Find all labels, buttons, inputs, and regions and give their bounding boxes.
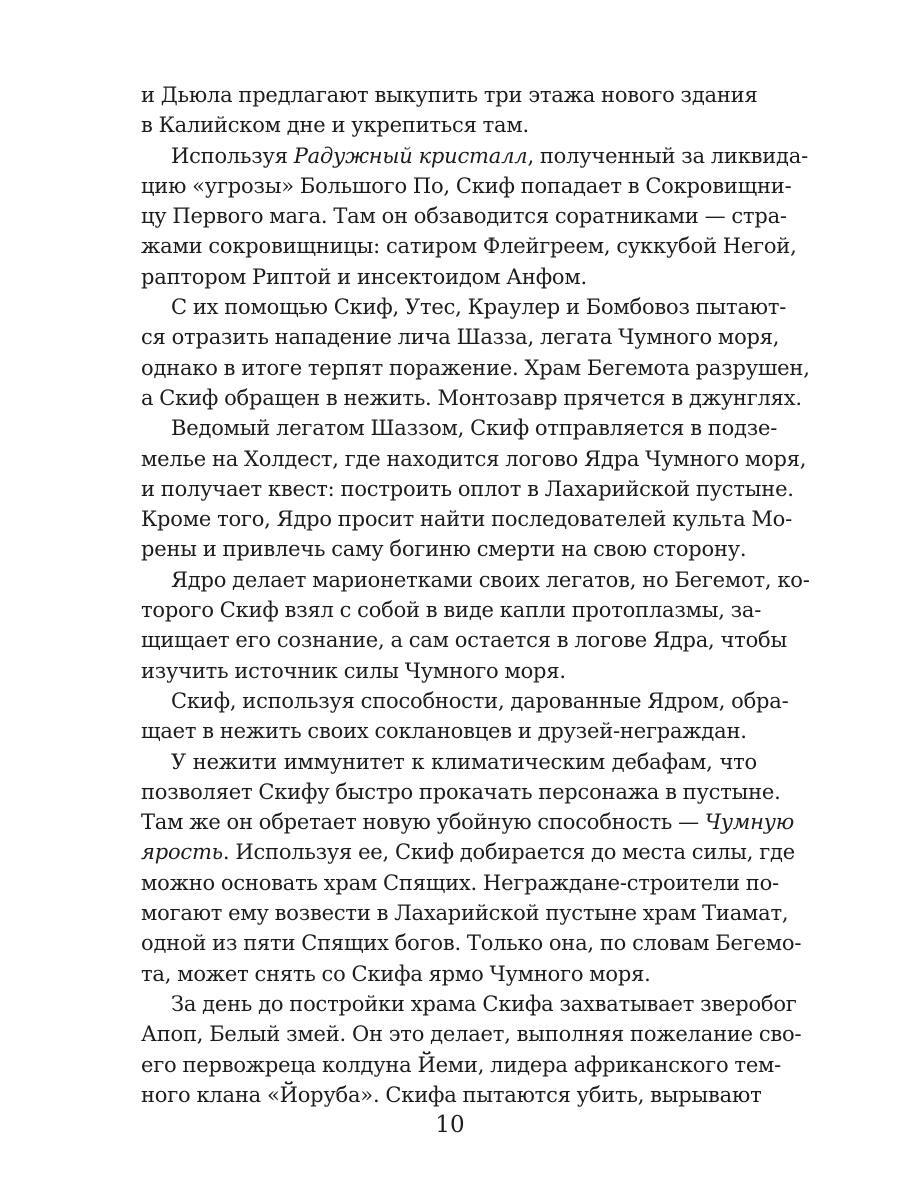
paragraph	[141, 80, 757, 141]
text-run: щает в нежить своих соклановцев и друзей-неграждан.	[141, 719, 747, 744]
text-run: ного клана «Йоруба». Скифа пытаются убить, вырывают	[141, 1082, 762, 1107]
text-run: Апоп, Белый змей. Он это делает, выполняя пожелание сво-	[141, 1022, 802, 1047]
text-line	[141, 201, 787, 231]
text-line	[141, 474, 794, 504]
text-line	[141, 262, 757, 292]
paragraph	[141, 292, 810, 413]
text-line	[141, 959, 757, 989]
text-run: однако в итоге терпят поражение. Храм Бегемота разрушен,	[141, 355, 810, 380]
body-text	[141, 80, 810, 1110]
text-line	[141, 171, 792, 201]
italic-text: ярость	[141, 840, 223, 865]
text-run: и получает квест: построить оплот в Лахарийской пустыне.	[141, 476, 794, 501]
text-run: ся отразить нападение лича Шазза, легата Чумного моря,	[141, 325, 780, 350]
text-line	[141, 868, 779, 898]
text-run: Используя	[171, 143, 294, 168]
paragraph	[141, 565, 810, 686]
text-run: в Калийском дне и укрепиться там.	[141, 113, 529, 138]
text-run: изучить источник силы Чумного моря.	[141, 658, 566, 683]
text-line	[141, 322, 780, 352]
text-line	[141, 231, 797, 261]
paragraph	[141, 747, 802, 989]
text-run: позволяет Скифу быстро прокачать персонажа в пустыне.	[141, 779, 781, 804]
text-line	[141, 565, 810, 595]
text-line	[141, 898, 789, 928]
text-line	[141, 141, 808, 171]
paragraph	[141, 141, 808, 292]
text-run: Там же он обретает новую убойную способность —	[141, 810, 705, 835]
page-number: 10	[435, 1112, 465, 1138]
text-line	[141, 1080, 762, 1110]
text-line	[141, 413, 778, 443]
text-run: У нежити иммунитет к климатическим дебафам, что	[171, 749, 757, 774]
text-line	[141, 716, 757, 746]
text-run: мелье на Холдест, где находится логово Ядра Чумного моря,	[141, 446, 807, 471]
text-line	[141, 656, 757, 686]
text-run: Скиф, используя способности, дарованные Ядром, обра-	[171, 688, 789, 713]
text-run: Ведомый легатом Шаззом, Скиф отправляется в подзе-	[171, 416, 778, 441]
text-run: рены и привлечь саму богиню смерти на свою сторону.	[141, 537, 747, 562]
paragraph	[141, 686, 789, 747]
text-run: а Скиф обращен в нежить. Монтозавр прячется в джунглях.	[141, 385, 802, 410]
text-run: щищает его сознание, а сам остается в логове Ядра, чтобы	[141, 628, 787, 653]
text-run: Кроме того, Ядро просит найти последователей культа Мо-	[141, 507, 792, 532]
text-run: одной из пяти Спящих богов. Только она, по словам Бегемо-	[141, 931, 802, 956]
text-run: . Используя ее, Скиф добирается до места силы, где	[222, 840, 795, 865]
text-run: раптором Риптой и инсектоидом Анфом.	[141, 264, 587, 289]
text-line	[141, 534, 757, 564]
text-run: жами сокровищницы: сатиром Флейгреем, суккубой Негой,	[141, 234, 797, 259]
text-line	[141, 353, 810, 383]
text-run: торого Скиф взял с собой в виде капли протоплазмы, за-	[141, 598, 762, 623]
text-run: Ядро делает марионетками своих легатов, но Бегемот, ко-	[171, 567, 810, 592]
text-line	[141, 80, 757, 110]
text-line	[141, 292, 787, 322]
text-run: его первожреца колдуна Йеми, лидера африканского тем-	[141, 1052, 782, 1077]
text-run: С их помощью Скиф, Утес, Краулер и Бомбовоз пытают-	[171, 295, 787, 320]
text-run: могают ему возвести в Лахарийской пустыне храм Тиамат,	[141, 901, 789, 926]
text-line	[141, 110, 757, 140]
text-run: та, может снять со Скифа ярмо Чумного моря.	[141, 961, 651, 986]
italic-text: Чумную	[704, 810, 795, 835]
text-line	[141, 595, 762, 625]
text-run: , полученный за ликвида-	[527, 143, 808, 168]
text-line	[141, 928, 802, 958]
text-line	[141, 747, 757, 777]
text-line	[141, 837, 795, 867]
text-line	[141, 625, 787, 655]
text-run: цу Первого мага. Там он обзаводится соратниками — стра-	[141, 204, 787, 229]
text-line	[141, 807, 795, 837]
text-run: За день до постройки храма Скифа захватывает зверобог	[171, 991, 797, 1016]
paragraph	[141, 413, 807, 564]
paragraph	[141, 989, 802, 1110]
text-line	[141, 383, 802, 413]
text-line	[141, 1050, 782, 1080]
italic-text: Радужный кристалл	[293, 143, 528, 168]
text-run: цию «угрозы» Большого По, Скиф попадает в Сокровищни-	[141, 173, 792, 198]
text-line	[141, 1019, 802, 1049]
text-line	[141, 504, 792, 534]
text-line	[141, 686, 789, 716]
text-run: можно основать храм Спящих. Неграждане-строители по-	[141, 870, 779, 895]
text-line	[141, 989, 797, 1019]
text-run: и Дьюла предлагают выкупить три этажа нового здания	[141, 83, 758, 107]
text-line	[141, 777, 781, 807]
text-line	[141, 444, 807, 474]
